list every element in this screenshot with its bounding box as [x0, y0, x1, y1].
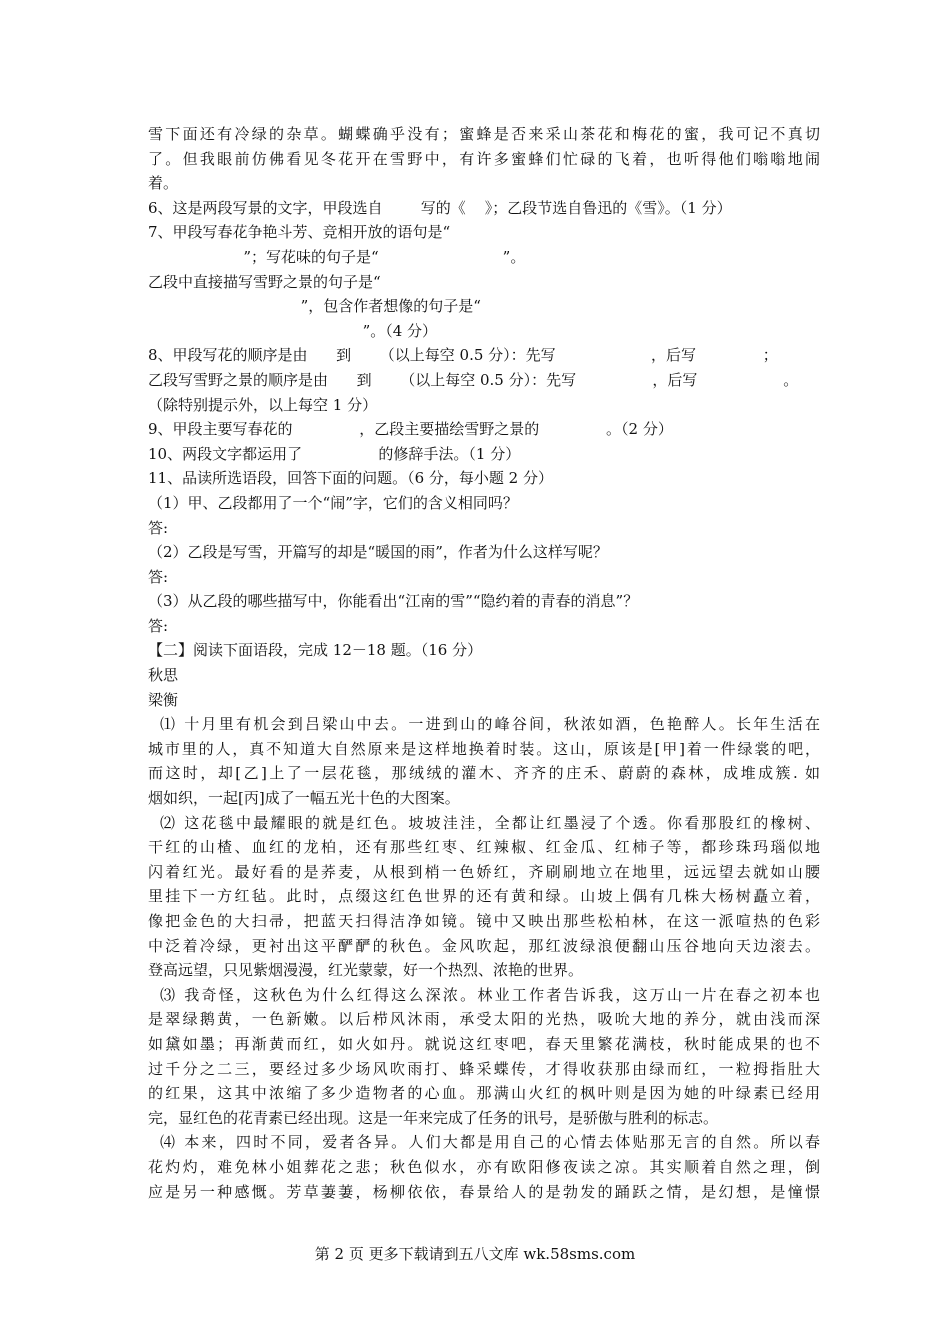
- answer-label: 答:: [148, 567, 169, 586]
- text-line: 了。但我眼前仿佛看见冬花开在雪野中，有许多蜜蜂们忙碌的飞着，也听得他们嗡嗡地闹: [148, 149, 820, 168]
- text-line: 过千分之二三，要经过多少场风吹雨打、蜂采蝶传，才得收获那由绿而红，一粒拇指肚大: [148, 1059, 820, 1078]
- question-11-1: （1）甲、乙段都用了一个“闹”字，它们的含义相同吗？: [148, 493, 518, 512]
- page-footer: 第 2 页 更多下载请到五八文库 wk.58sms.com: [314, 1245, 636, 1263]
- question-6: 6、这是两段写景的文字，甲段选自 写的《 》；乙段节选自鲁迅的《雪》。（1 分）: [148, 198, 732, 217]
- essay-paragraph-2: [148, 811, 820, 983]
- text-line: 中泛着冷绿，更衬出这平酽酽的秋色。金风吹起，那红波绿浪便翻山压谷地向天边滚去。: [148, 936, 820, 955]
- essay-paragraph-1: [148, 712, 820, 810]
- question-7-line: ”。（4 分）: [148, 321, 438, 340]
- text-line: 花灼灼，难免林小姐葬花之悲；秋色似水，亦有欧阳修夜读之凉。其实顺着自然之理，倒: [148, 1157, 820, 1176]
- answer-label: 答:: [148, 518, 169, 537]
- question-11-3: （3）从乙段的哪些描写中，你能看出“江南的雪”“隐约着的青春的消息”？: [148, 592, 639, 611]
- text-line: 完，显红色的花青素已经出现。这是一年来完成了任务的讯号，是骄傲与胜利的标志。: [148, 1108, 719, 1127]
- carryover-paragraph: [148, 122, 820, 196]
- text-line: 是翠绿鹅黄，一色新嫩。以后栉风沐雨，承受太阳的光热，吸吮大地的养分，就由浅而深: [148, 1010, 820, 1029]
- text-line: 里挂下一方红毡。此时，点缀这红色世界的还有黄和绿。山坡上偶有几株大杨树矗立着，: [148, 887, 820, 906]
- question-11-2: （2）乙段是写雪，开篇写的却是“暖国的雨”，作者为什么这样写呢？: [148, 543, 608, 562]
- question-10: 10、两段文字都运用了 的修辞手法。（1 分）: [148, 444, 521, 463]
- essay-title: 秋思: [148, 666, 179, 685]
- text-line: 如黛如墨；再渐黄而红，如火如丹。就说这红枣吧，春天里繁花满枝，秋时能成果的也不: [148, 1034, 820, 1053]
- text-line: 登高远望，只见紫烟漫漫，红光蒙蒙，好一个热烈、浓艳的世界。: [148, 961, 584, 980]
- text-line: ⑵ 这花毯中最耀眼的就是红色。坡坡洼洼，全都让红墨浸了个透。你看那股红的橡树、: [160, 813, 820, 832]
- text-line: 应是另一种感慨。芳草萋萋，杨柳依依，春景给人的是勃发的踊跃之情，是幻想，是憧憬: [148, 1182, 820, 1201]
- question-9: 9、甲段主要写春花的 ，乙段主要描绘雪野之景的 。（2 分）: [148, 420, 673, 439]
- text-line: 雪下面还有冷绿的杂草。蝴蝶确乎没有；蜜蜂是否来采山茶花和梅花的蜜，我可记不真切: [148, 125, 820, 143]
- question-8-line: 乙段写雪野之景的顺序是由 到 （以上每空 0.5 分）：先写 ，后写 。: [148, 370, 799, 389]
- text-line: ⑴ 十月里有机会到吕梁山中去。一进到山的峰谷间，秋浓如酒，色艳醉人。长年生活在: [160, 715, 820, 734]
- text-line: 的红果，这其中浓缩了多少造物者的心血。那满山火红的枫叶则是因为她的叶绿素已经用: [148, 1084, 820, 1103]
- answer-label: 答:: [148, 616, 169, 635]
- text-line: 而这时，却[乙]上了一层花毯，那绒绒的灌木、齐齐的庄禾、蔚蔚的森林，成堆成簇. 如: [148, 764, 820, 783]
- question-11: 11、品读所选语段，回答下面的问题。（6 分，每小题 2 分）: [148, 469, 553, 488]
- text-line: ⑶ 我奇怪，这秋色为什么红得这么深浓。林业工作者告诉我，这万山一片在春之初本也: [160, 985, 820, 1004]
- text-line: 着。: [148, 174, 179, 193]
- question-8: 8、甲段写花的顺序是由 到 （以上每空 0.5 分）：先写 ，后写 ；: [148, 346, 778, 365]
- question-8-note: （除特别提示外，以上每空 1 分）: [148, 395, 378, 414]
- question-7-line: ”；写花味的句子是“ ”。: [148, 247, 526, 266]
- text-line: 烟如织，一起[丙]成了一幅五光十色的大图案。: [148, 789, 460, 808]
- question-7: 7、甲段写春花争艳斗芳、竞相开放的语句是“: [148, 223, 451, 242]
- text-line: ⑷ 本来，四时不同，爱者各异。人们大都是用自己的心情去体贴那无言的自然。所以春: [160, 1133, 820, 1152]
- question-7-line: 乙段中直接描写雪野之景的句子是“: [148, 272, 381, 291]
- text-line: 城市里的人，真不知道大自然原来是这样地换着时装。这山，原该是[甲]着一件绿裳的吧，: [148, 739, 820, 758]
- essay-paragraph-3: [148, 983, 820, 1131]
- essay-author: 梁衡: [148, 690, 179, 709]
- section-heading: 【二】阅读下面语段，完成 12－18 题。（16 分）: [148, 641, 483, 660]
- text-line: 闪着红光。最好看的是荞麦，从根到梢一色娇红，齐刷刷地立在地里，远远望去就如山腰: [148, 862, 820, 881]
- question-7-line: ”，包含作者想像的句子是“: [148, 297, 481, 316]
- essay-paragraph-4: [148, 1130, 820, 1204]
- page-content: [148, 122, 820, 1204]
- text-line: 像把金色的大扫帚，把蓝天扫得洁净如镜。镜中又映出那些松柏林，在这一派喧热的色彩: [148, 912, 820, 930]
- text-line: 干红的山楂、血红的龙柏，还有那些红枣、红辣椒、红金瓜、红柿子等，都珍珠玛瑙似地: [148, 838, 820, 857]
